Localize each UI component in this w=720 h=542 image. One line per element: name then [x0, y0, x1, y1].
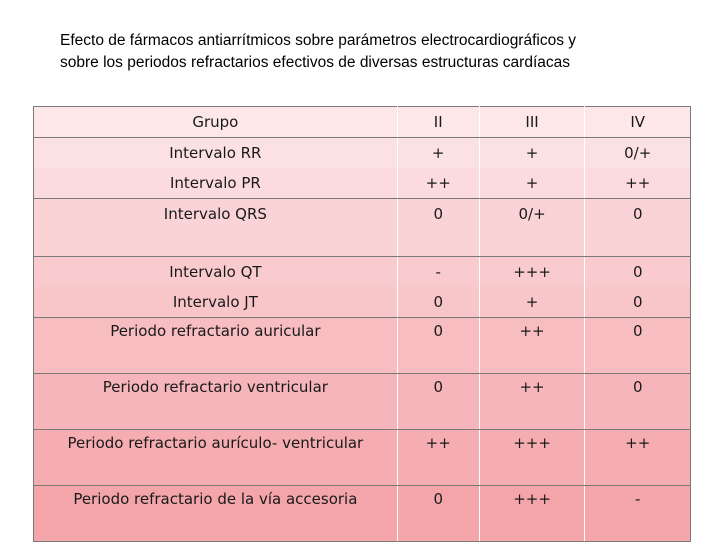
header-group-iii: III: [479, 107, 585, 138]
cell-group-iii: +++: [479, 486, 585, 542]
table-row: [34, 168, 691, 199]
cell-group-iii: +: [479, 168, 585, 199]
slide-title: [60, 30, 680, 74]
header-group-iv: IV: [585, 107, 691, 138]
cell-group-ii: -: [397, 257, 479, 288]
cell-group-ii: 0: [397, 486, 479, 542]
cell-group-ii: +: [397, 138, 479, 169]
cell-group-iii: 0/+: [479, 199, 585, 257]
header-label-cell: Grupo: [34, 107, 398, 138]
row-label: Intervalo RR: [34, 138, 398, 169]
table-row: [34, 138, 691, 169]
table-row: [34, 486, 691, 542]
table-row: [34, 318, 691, 374]
cell-group-iv: 0: [585, 374, 691, 430]
cell-group-iv: ++: [585, 430, 691, 486]
cell-group-ii: 0: [397, 318, 479, 374]
cell-group-iv: 0: [585, 318, 691, 374]
table-row: [34, 257, 691, 288]
header-group-ii: II: [397, 107, 479, 138]
cell-group-iv: 0: [585, 199, 691, 257]
cell-group-ii: 0: [397, 199, 479, 257]
cell-group-iii: +++: [479, 430, 585, 486]
cell-group-ii: ++: [397, 430, 479, 486]
cell-group-iv: 0/+: [585, 138, 691, 169]
table-row: [34, 430, 691, 486]
cell-group-iv: ++: [585, 168, 691, 199]
row-label: Periodo refractario aurículo- ventricular: [34, 430, 398, 486]
table-header-row: [34, 107, 691, 138]
table-row: [34, 199, 691, 257]
antiarrhythmic-effects-table: [33, 106, 691, 542]
cell-group-iv: 0: [585, 257, 691, 288]
row-label: Intervalo PR: [34, 168, 398, 199]
row-label: Periodo refractario ventricular: [34, 374, 398, 430]
row-label: Intervalo JT: [34, 287, 398, 318]
title-line-1: Efecto de fármacos antiarrítmicos sobre parámetros electrocardiográficos y: [60, 32, 577, 49]
cell-group-iii: +++: [479, 257, 585, 288]
cell-group-ii: 0: [397, 287, 479, 318]
row-label: Intervalo QT: [34, 257, 398, 288]
table-row: [34, 287, 691, 318]
row-label: Intervalo QRS: [34, 199, 398, 257]
table-row: [34, 374, 691, 430]
cell-group-iii: +: [479, 287, 585, 318]
cell-group-iii: ++: [479, 318, 585, 374]
row-label: Periodo refractario de la vía accesoria: [34, 486, 398, 542]
cell-group-ii: ++: [397, 168, 479, 199]
cell-group-iii: +: [479, 138, 585, 169]
cell-group-iv: 0: [585, 287, 691, 318]
cell-group-ii: 0: [397, 374, 479, 430]
row-label: Periodo refractario auricular: [34, 318, 398, 374]
cell-group-iii: ++: [479, 374, 585, 430]
title-line-2: sobre los periodos refractarios efectivos de diversas estructuras cardíacas: [60, 54, 571, 71]
cell-group-iv: -: [585, 486, 691, 542]
